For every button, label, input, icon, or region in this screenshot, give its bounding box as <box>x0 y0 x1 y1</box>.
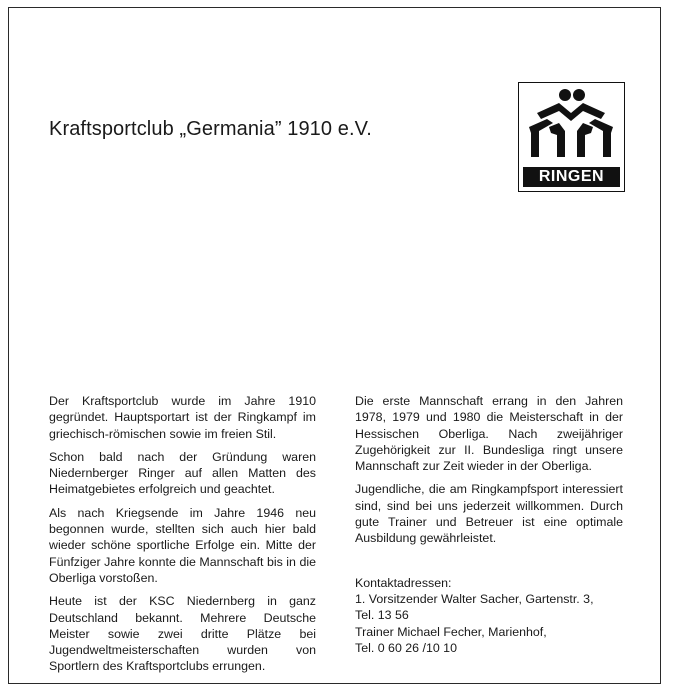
contact-block <box>355 575 623 656</box>
paragraph-history: Der Kraftsportclub wurde im Jahre 1910 gegründet. Hauptsportart ist der Ringkampf im griechisch-römischen sowie im freien Stil. <box>49 394 316 441</box>
contact-heading: Kontaktadressen: <box>355 575 452 590</box>
logo-label: RINGEN <box>523 167 620 187</box>
paragraph-early-success: Schon bald nach der Gründung waren Niedernberger Ringer auf allen Matten des Heimatgebietes erfolgreich und geachtet. <box>49 449 316 497</box>
paragraph-postwar: Als nach Kriegsende im Jahre 1946 neu begonnen wurde, stellten sich auch hier bald wieder schöne sportliche Erfolge ein. Mitte der Fünfziger Jahre konnte die Mannschaft bis in die Oberliga vorstoßen. <box>49 505 316 585</box>
contact-line: 1. Vorsitzender Walter Sacher, Gartenstr. 3, <box>355 591 594 606</box>
ringen-logo <box>518 82 625 192</box>
page-title: Kraftsportclub „Germania” 1910 e.V. <box>49 118 372 140</box>
left-column <box>49 393 316 682</box>
paragraph-youth: Jugendliche, die am Ringkampfsport interessiert sind, sind bei uns jederzeit willkommen. Durch gute Trainer und Betreuer ist eine optimale Ausbildung gewährleistet. <box>355 482 623 546</box>
contact-line: Trainer Michael Fecher, Marienhof, <box>355 624 547 639</box>
wrestling-pictogram-icon <box>519 83 623 167</box>
right-column <box>355 393 623 656</box>
paragraph-championships: Die erste Mannschaft errang in den Jahren 1978, 1979 und 1980 die Meisterschaft in der Hessischen Oberliga. Nach zweijähriger Zugehörigkeit zur II. Bundesliga ringt unsere Mannschaft zur Zeit wieder in der Oberliga. <box>355 394 623 474</box>
paragraph-today: Heute ist der KSC Niedernberg in ganz Deutschland bekannt. Mehrere Deutsche Meister sowie zwei dritte Plätze bei Jugendweltmeisterschaften wurden von Sportlern des Kraftsportclubs errungen. <box>49 594 316 674</box>
contact-line: Tel. 0 60 26 /10 10 <box>355 640 457 655</box>
contact-line: Tel. 13 56 <box>355 608 409 623</box>
